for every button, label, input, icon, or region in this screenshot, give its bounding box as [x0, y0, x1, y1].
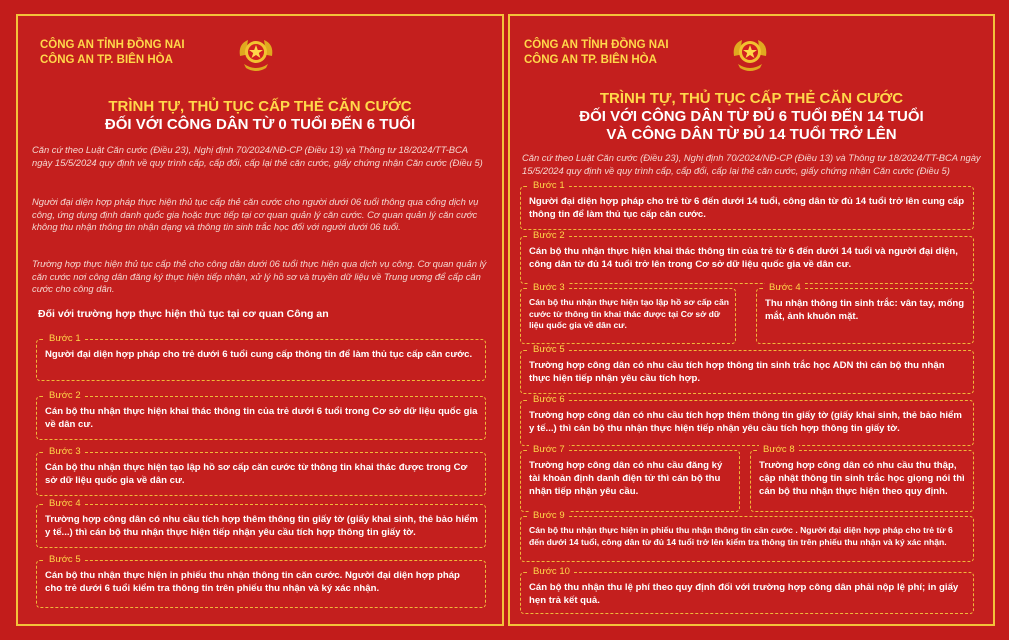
right-step-4	[756, 282, 974, 344]
step-text: Trường hợp công dân có nhu cầu tích hợp thêm thông tin giấy tờ (giấy khai sinh, thẻ bảo hiểm y tế...) thì cán bộ thu nhận thực hiện tiếp nhận yêu cầu tích hợp thông tin giấy tờ.	[45, 514, 478, 538]
step-text: Cán bộ thu nhận thực hiện in phiếu thu nhận thông tin căn cước. Người đại diện hợp pháp cho trẻ dưới 6 tuổi kiểm tra thông tin trên phiếu thu nhận và ký xác nhận.	[45, 570, 460, 594]
left-step-4	[36, 498, 486, 548]
step-label: Bước 4	[765, 282, 805, 294]
right-step-10	[520, 566, 974, 614]
step-text: Trường hợp công dân có nhu cầu đăng ký tài khoản định danh điện tử thì cán bộ thu nhận tiếp nhận yêu cầu.	[529, 460, 723, 497]
step-label: Bước 8	[759, 444, 799, 456]
left-section-heading: Đối với trường hợp thực hiện thủ tục tại cơ quan Công an	[38, 308, 329, 320]
step-label: Bước 1	[529, 180, 569, 192]
step-text: Cán bộ thu nhận thực hiện khai thác thông tin của trẻ dưới 6 tuổi trong Cơ sở dữ liệu quốc gia về dân cư.	[45, 406, 478, 430]
step-label: Bước 3	[45, 446, 85, 458]
left-title-line2: ĐỐI VỚI CÔNG DÂN TỪ 0 TUỔI ĐẾN 6 TUỔI	[104, 116, 416, 133]
right-title-line1: TRÌNH TỰ, THỦ TỤC CẤP THẺ CĂN CƯỚC	[599, 90, 904, 107]
left-step-1	[36, 333, 486, 381]
right-step-9	[520, 510, 974, 562]
left-title-line1: TRÌNH TỰ, THỦ TỤC CẤP THẺ CĂN CƯỚC	[108, 98, 412, 115]
right-title-line2: ĐỐI VỚI CÔNG DÂN TỪ ĐỦ 6 TUỔI ĐẾN 14 TUỔI	[579, 108, 924, 125]
step-text: Cán bộ thu nhận thực hiện tạo lập hồ sơ cấp căn cước từ thông tin khai thác được trong Cơ sở dữ liệu quốc gia về dân cư.	[45, 462, 468, 486]
step-label: Bước 4	[45, 498, 85, 510]
step-text: Cán bộ thu nhận thực hiện in phiếu thu nhận thông tin căn cước . Người đại diện hợp pháp cho trẻ từ 6 đến dưới 14 tuổi, công dân từ đủ 14 tuổi trở lên kiểm tra thông tin trên phiếu thu nhận và ký xác nhận.	[529, 525, 953, 547]
step-label: Bước 2	[529, 230, 569, 242]
left-title	[18, 98, 502, 134]
right-step-8	[750, 444, 974, 512]
right-step-2	[520, 230, 974, 284]
step-label: Bước 3	[529, 282, 569, 294]
left-org-line1: CÔNG AN TỈNH ĐỒNG NAI	[40, 39, 185, 51]
step-label: Bước 5	[45, 554, 85, 566]
step-text: Cán bộ thu nhận thực hiện khai thác thông tin của trẻ từ 6 đến dưới 14 tuổi và người đại diện, công dân từ đủ 14 tuổi trở lên trong Cơ sở dữ liệu quốc gia về dân cư.	[529, 246, 958, 270]
right-org-name	[524, 38, 669, 68]
step-label: Bước 7	[529, 444, 569, 456]
step-text: Thu nhận thông tin sinh trắc: vân tay, mống mắt, ảnh khuôn mặt.	[765, 298, 965, 322]
step-text: Trường hợp công dân có nhu cầu thu thập, cập nhật thông tin sinh trắc học giọng nói thì cán bộ thu nhận thực hiện theo quy định.	[759, 460, 965, 497]
right-title-line3: VÀ CÔNG DÂN TỪ ĐỦ 14 TUỔI TRỞ LÊN	[606, 126, 897, 143]
right-step-1	[520, 180, 974, 230]
left-legal-basis: Căn cứ theo Luật Căn cước (Điều 23), Nghị định 70/2024/NĐ-CP (Điều 13) và Thông tư 18/2024/TT-BCA ngày 15/5/2024 quy định về quy trình cấp, cấp đổi, cấp lại thẻ căn cước, giấy chứng nhận Căn cước (Điều 5)	[32, 144, 483, 168]
right-legal-basis: Căn cứ theo Luật Căn cước (Điều 23), Nghị định 70/2024/NĐ-CP (Điều 13) và Thông tư 18/2024/TT-BCA ngày 15/5/2024 quy định về quy trình cấp, cấp đổi, cấp lại thẻ căn cước, giấy chứng nhận Căn cước (Điều 5)	[522, 152, 981, 176]
left-step-3	[36, 446, 486, 496]
step-text: Người đại diện hợp pháp cho trẻ dưới 6 tuổi cung cấp thông tin để làm thủ tục cấp căn cước.	[45, 349, 473, 360]
right-org-line1: CÔNG AN TỈNH ĐỒNG NAI	[524, 39, 669, 51]
step-label: Bước 10	[529, 566, 574, 578]
right-panel	[508, 14, 995, 626]
left-step-5	[36, 554, 486, 608]
step-text: Cán bộ thu nhận thực hiện tạo lập hồ sơ cấp căn cước từ thông tin khai thác được tại Cơ sở dữ liệu quốc gia về dân cư.	[529, 297, 729, 330]
right-title	[510, 90, 993, 144]
step-text: Trường hợp công dân có nhu cầu tích hợp thông tin sinh trắc học ADN thì cán bộ thu nhận thực hiện tiếp nhận yêu cầu tích hợp.	[529, 360, 945, 384]
step-text: Người đại diện hợp pháp cho trẻ từ 6 đến dưới 14 tuổi, công dân từ đủ 14 tuổi trở lên cung cấp thông tin để làm thủ tục cấp căn cước.	[529, 196, 965, 220]
police-emblem-icon	[730, 34, 770, 74]
step-label: Bước 9	[529, 510, 569, 522]
left-org-name	[40, 38, 185, 68]
step-label: Bước 6	[529, 394, 569, 406]
left-para1: Người đại diện hợp pháp thực hiện thủ tục cấp thẻ căn cước cho người dưới 06 tuổi thông qua cổng dịch vụ công, ứng dụng định danh quốc gia hoặc trực tiếp tại cơ quan quản lý căn cước. Cơ quan quản lý căn cước không thu nhận thông tin nhận dạng và thông tin sinh trắc học đối với người dưới 06 tuổi.	[32, 196, 479, 233]
left-panel	[16, 14, 504, 626]
right-step-7	[520, 444, 740, 512]
police-emblem-icon	[236, 34, 276, 74]
step-label: Bước 2	[45, 390, 85, 402]
step-text: Cán bộ thu nhận thu lệ phí theo quy định đối với trường hợp công dân phải nộp lệ phí; in giấy hẹn trả kết quả.	[529, 582, 959, 606]
left-org-line2: CÔNG AN TP. BIÊN HÒA	[40, 54, 173, 66]
right-step-3	[520, 282, 736, 344]
left-step-2	[36, 390, 486, 440]
step-label: Bước 5	[529, 344, 569, 356]
right-org-line2: CÔNG AN TP. BIÊN HÒA	[524, 54, 657, 66]
left-para2: Trường hợp thực hiện thủ tục cấp thẻ cho công dân dưới 06 tuổi thực hiện qua dịch vụ công. Cơ quan quản lý căn cước nơi công dân đăng ký thực hiện tiếp nhận, xử lý hồ sơ và truyền dữ liệu về Trung ương để cấp căn cước cho công dân.	[32, 258, 487, 295]
step-text: Trường hợp công dân có nhu cầu tích hợp thêm thông tin giấy tờ (giấy khai sinh, thẻ bảo hiểm y tế...) thì cán bộ thu nhận thực hiện tiếp nhận yêu cầu tích hợp thông tin giấy tờ.	[529, 410, 962, 434]
step-label: Bước 1	[45, 333, 85, 345]
right-step-5	[520, 344, 974, 394]
right-step-6	[520, 394, 974, 446]
